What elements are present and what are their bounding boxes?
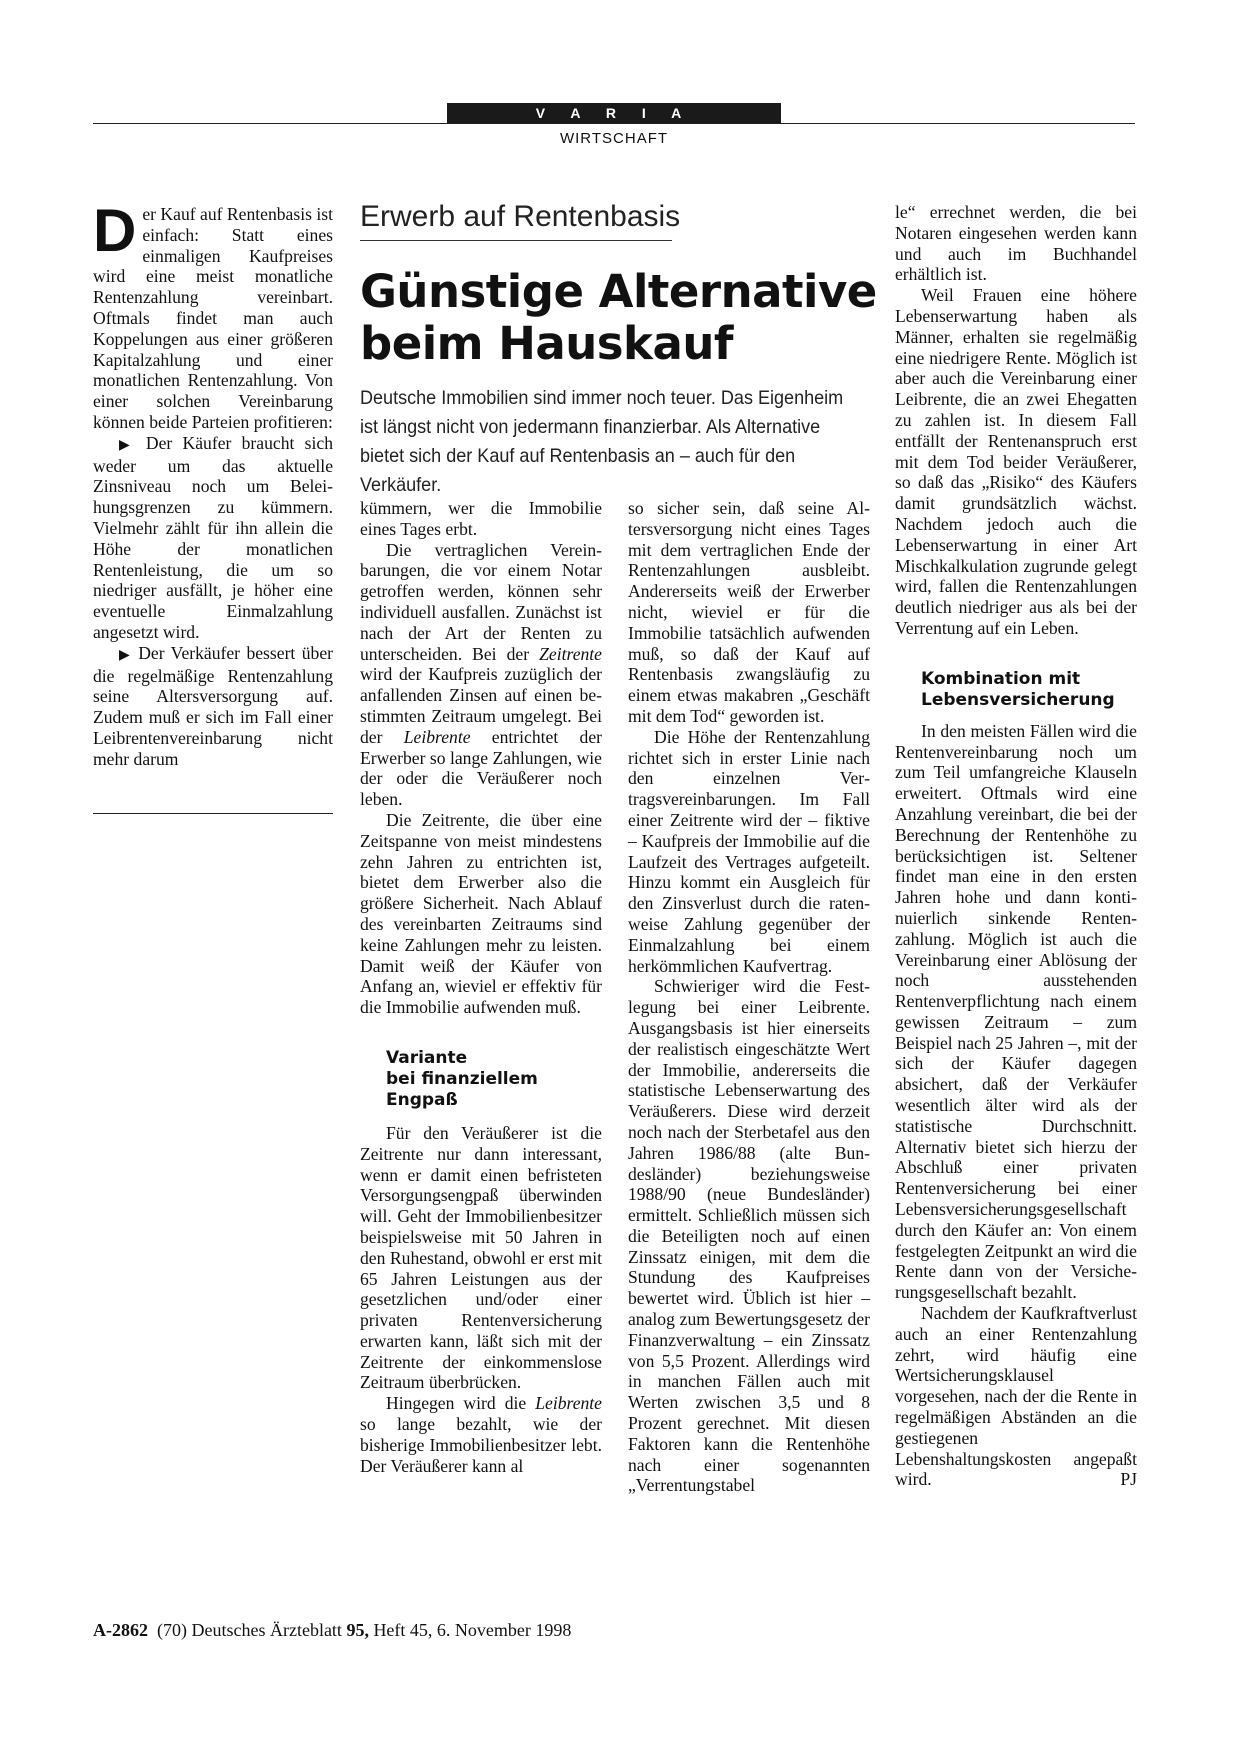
section-subtitle: WIRTSCHAFT xyxy=(559,130,669,147)
paragraph: Die vertraglichen Vereinbarungen, die vor einem Notar getroffen werden, können sehr individuell ausfallen. Zunächst ist nach der Art der Renten zu unterscheiden. Bei der Zeitrente wird der Kaufpreis zuzüglich der anfallenden Zinsen auf einen bestimmten Zeitraum umgelegt. Bei der Leibrente entrichtet der Erwerber so lange Zahlungen, wie der oder die Veräußerer noch leben. xyxy=(360,539,602,810)
subheading: Variante bei finanziellem Engpaß xyxy=(386,1047,538,1110)
volume-number: 95, xyxy=(346,1620,369,1640)
subheading: Kombination mit Lebensversicherung xyxy=(921,668,1115,710)
paragraph: kümmern, wer die Immobilie eines Tages erbt. xyxy=(360,498,602,539)
paragraph: le“ errechnet werden, die bei Notaren eingesehen werden kann und auch im Buchhandel erhältlich ist. xyxy=(895,202,1137,285)
article-lead: Deutsche Immobilien sind immer noch teuer. Das Eigenheim ist längst nicht von jedermann finanzierbar. Als Alternative bietet sich der Kauf auf Rentenbasis an – auch für den Verkäufer. xyxy=(360,388,844,496)
column-end-rule xyxy=(93,813,333,814)
paragraph: Die Höhe der Rentenzahlung richtet sich in erster Linie nach den einzelnen Vertragsvereinbarungen. Im Fall einer Zeitrente wird der – fiktive – Kaufpreis der Immobilie auf die Laufzeit des Vertrages aufgeteilt. Hinzu kommt ein Ausgleich für den Zinsverlust durch die ratenweise Zahlung gegenüber der Einmalzahlung bei einem herkömmlichen Kaufvertrag. xyxy=(628,726,870,976)
triangle-bullet-icon: ▶ xyxy=(119,646,132,663)
column-1 xyxy=(93,197,333,770)
paragraph: Weil Frauen eine höhere Lebenserwartung haben als Männer, erhalten sie regelmäßig eine niedrigere Rente. Möglich ist aber auch die Vereinbarung einer Leibrente, die an zwei Ehegatten zu zahlen ist. In diesem Fall entfällt der Rentenanspruch erst mit dem Tod beider Veräußerer, so daß das „Risiko“ des Käufers damit grundsätzlich wächst. Nachdem jedoch auch die Lebenserwartung in einer Art Mischkalkulation zugrunde gelegt wird, fallen die Rentenzahlungen deutlich niedriger aus als bei der Verrentung auf ein Leben. xyxy=(895,285,1137,638)
paragraph: Für den Veräußerer ist die Zeitrente nur dann interessant, wenn er damit einen befristeten Versorgungsengpaß überwinden will. Geht der Immobilienbesitzer beispielsweise mit 50 Jahren in den Ruhestand, obwohl er erst mit 65 Jahren Leistungen aus der gesetzlichen und/oder einer privaten Rentenversicherung erwarten kann, läßt sich mit der Zeitrente der einkommenslose Zeitraum überbrücken. xyxy=(360,1122,602,1393)
drop-cap: D xyxy=(93,197,137,264)
column-2 xyxy=(360,498,602,1476)
column-3 xyxy=(628,498,870,1496)
triangle-bullet-icon: ▶ xyxy=(119,436,136,453)
paragraph: Der Kauf auf Rentenbasis ist einfach: Statt eines einmaligen Kaufpreises wird eine meist monatliche Rentenzahlung vereinbart. Oftmals findet man auch Koppelungen aus einer größeren Kapitalzahlung und einer monatlichen Rentenzahlung. Von einer solchen Vereinbarung können beide Parteien profitieren: xyxy=(93,197,333,432)
paragraph: Nachdem der Kaufkraftverlust auch an einer Rentenzahlung zehrt, wird häufig eine Wertsicherungsklausel vorgesehen, nach der die Rente in regelmäßigen Abständen an die gestiegenen Lebenshaltungskosten angepaßt wird. PJ xyxy=(895,1303,1137,1490)
kicker-rule xyxy=(360,240,672,241)
page-footer: A-2862 (70) Deutsches Ärzteblatt 95, Heft 45, 6. November 1998 xyxy=(93,1620,572,1640)
header-rule xyxy=(93,123,1135,124)
author-initials: PJ xyxy=(1120,1469,1137,1490)
paragraph: Die Zeitrente, die über eine Zeitspanne von meist mindestens zehn Jahren zu entrichten ist, bietet dem Erwerber also die größere Sicherheit. Nach Ablauf des vereinbarten Zeitraums sind keine Zahlungen mehr zu leisten. Damit weiß der Käufer von Anfang an, wieviel er effektiv für die Immobilie aufwenden muß. xyxy=(360,809,602,1018)
bullet-paragraph: ▶ Der Käufer braucht sich weder um das aktuelle Zinsniveau noch um Beleihungsgrenzen zu kümmern. Vielmehr zählt für ihn allein die Höhe der monatlichen Rentenleistung, die um so niedriger ausfällt, je höher eine eventuelle Einmalzahlung angesetzt wird. xyxy=(93,432,333,642)
section-label: V A R I A xyxy=(447,103,781,123)
column-4 xyxy=(895,202,1137,1490)
bullet-paragraph: ▶ Der Verkäufer bessert über die regelmäßige Rentenzahlung seine Altersversorgung auf. Zudem muß er sich im Fall einer Leibrentenvereinbarung nicht mehr darum xyxy=(93,642,333,769)
article-kicker: Erwerb auf Rentenbasis xyxy=(360,200,681,233)
paragraph: Schwieriger wird die Festlegung bei einer Leibrente. Ausgangsbasis ist hier einerseits der realistisch eingeschätzte Wert der Immobilie, andererseits die statistische Lebenserwartung des Veräußerers. Diese wird derzeit noch nach der Sterbetafel aus den Jahren 1986/88 (alte Bundesländer) beziehungsweise 1988/90 (neue Bundesländer) ermittelt. Schließlich müssen sich die Beteiligten noch auf einen Zinssatz einigen, mit dem die Stundung des Kaufpreises bewertet wird. Üblich ist hier – analog zum Bewertungsgesetz der Finanzverwaltung – ein Zinssatz von 5,5 Prozent. Allerdings wird in manchen Fällen auch mit Werten zwischen 3,5 und 8 Prozent gerechnet. Mit diesen Faktoren kann die Rentenhöhe nach einer sogenannten „Verrentungstabel xyxy=(628,976,870,1496)
paragraph: so sicher sein, daß seine Altersversorgung nicht eines Tages mit dem vertraglichen Ende der Rentenzahlungen ausbleibt. Andererseits weiß der Erwerber nicht, wieviel er für die Immobilie tatsächlich aufwenden muß, so daß der Kauf auf Rentenbasis zwangsläufig zu einem etwas makabren „Geschäft mit dem Tod“ geworden ist. xyxy=(628,498,870,726)
paragraph: In den meisten Fällen wird die Rentenvereinbarung noch um zum Teil umfangreiche Klauseln erweitert. Oftmals wird eine Anzahlung vereinbart, die bei der Berechnung der Rentenhöhe zu berücksichtigen ist. Seltener findet man eine in den ersten Jahren hohe und dann kontinuierlich sinkende Rentenzahlung. Möglich ist auch die Vereinbarung einer Ablösung der noch ausstehenden Rentenverpflichtung nach einem gewissen Zeitraum – zum Beispiel nach 25 Jahren –, mit der sich der Käufer dagegen absichert, daß der Verkäufer wesentlich älter wird als der statistische Durchschnitt. Alternativ bietet sich hierzu der Abschluß einer privaten Rentenversicherung bei einer Lebensversicherungsgesellschaft durch den Käufer an: Von einem festgelegten Zeitpunkt an wird die Rente dann von der Versicherungsgesellschaft bezahlt. xyxy=(895,720,1137,1303)
page-number: A-2862 xyxy=(93,1620,148,1640)
article-headline: Günstige Alternative beim Hauskauf xyxy=(360,265,877,370)
paragraph: Hingegen wird die Leibrente so lange bezahlt, wie der bisherige Immobilienbesitzer lebt. Der Veräußerer kann al xyxy=(360,1393,602,1476)
